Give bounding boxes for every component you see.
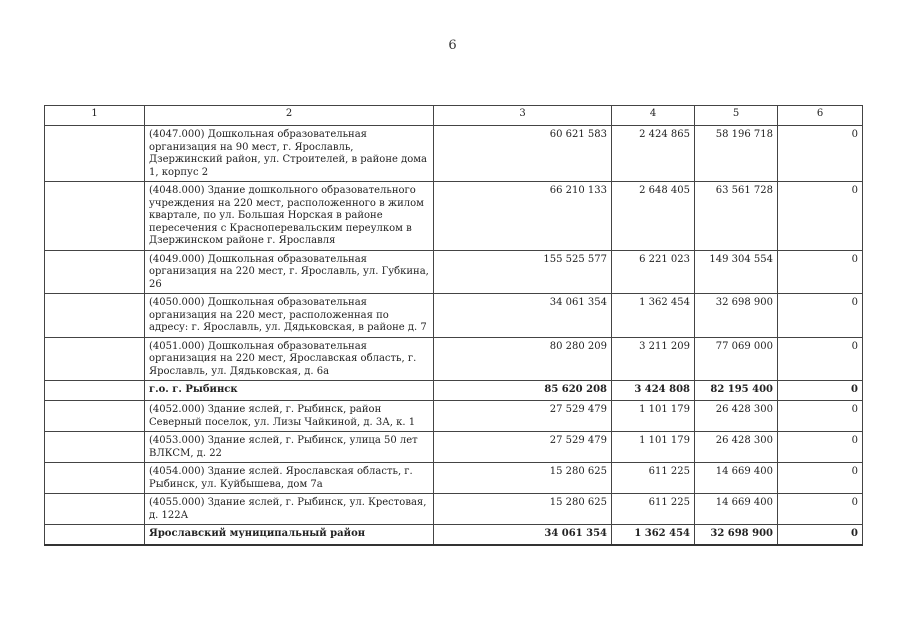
amount-col6: 0	[778, 294, 863, 338]
amount-col6: 0	[778, 463, 863, 494]
total-amount: 80 280 209	[434, 337, 612, 381]
column-header: 4	[612, 106, 695, 126]
amount-col6: 0	[778, 432, 863, 463]
amount-col5: 32 698 900	[695, 525, 778, 546]
table-row	[45, 463, 863, 494]
amount-col4: 3 424 808	[612, 381, 695, 401]
amount-col6: 0	[778, 525, 863, 546]
row-number-cell	[45, 494, 145, 525]
table-row	[45, 401, 863, 432]
amount-col5: 26 428 300	[695, 432, 778, 463]
total-amount: 66 210 133	[434, 182, 612, 251]
column-header: 5	[695, 106, 778, 126]
object-description: (4048.000) Здание дошкольного образовательного учреждения на 220 мест, расположенного в жилом квартале, по ул. Большая Норская в районе пересечения с Красноперевальским переулком в Дзержинском районе г. Ярославля	[145, 182, 434, 251]
amount-col4: 6 221 023	[612, 250, 695, 294]
table-row	[45, 182, 863, 251]
object-description: (4050.000) Дошкольная образовательная организация на 220 мест, расположенная по адресу: г. Ярославль, ул. Дядьковская, в районе д. 7	[145, 294, 434, 338]
municipality-name: Ярославский муниципальный район	[145, 525, 434, 546]
row-number-cell	[45, 401, 145, 432]
total-amount: 15 280 625	[434, 494, 612, 525]
row-number-cell	[45, 294, 145, 338]
amount-col4: 2 648 405	[612, 182, 695, 251]
total-amount: 85 620 208	[434, 381, 612, 401]
total-amount: 27 529 479	[434, 401, 612, 432]
row-number-cell	[45, 126, 145, 182]
row-number-cell	[45, 381, 145, 401]
object-description: (4052.000) Здание яслей, г. Рыбинск, район Северный поселок, ул. Лизы Чайкиной, д. 3А, к. 1	[145, 401, 434, 432]
column-header: 1	[45, 106, 145, 126]
amount-col4: 3 211 209	[612, 337, 695, 381]
object-description: (4053.000) Здание яслей, г. Рыбинск, улица 50 лет ВЛКСМ, д. 22	[145, 432, 434, 463]
amount-col5: 14 669 400	[695, 463, 778, 494]
amount-col5: 26 428 300	[695, 401, 778, 432]
object-description: (4055.000) Здание яслей, г. Рыбинск, ул. Крестовая, д. 122А	[145, 494, 434, 525]
amount-col4: 611 225	[612, 494, 695, 525]
total-amount: 155 525 577	[434, 250, 612, 294]
amount-col6: 0	[778, 494, 863, 525]
subtotal-row	[45, 525, 863, 546]
municipality-name: г.о. г. Рыбинск	[145, 381, 434, 401]
row-number-cell	[45, 525, 145, 546]
amount-col4: 1 362 454	[612, 525, 695, 546]
page-number: 6	[448, 38, 457, 53]
amount-col6: 0	[778, 182, 863, 251]
amount-col6: 0	[778, 381, 863, 401]
table-row	[45, 432, 863, 463]
table-row	[45, 337, 863, 381]
table-header-row	[45, 106, 863, 126]
total-amount: 34 061 354	[434, 525, 612, 546]
subtotal-row	[45, 381, 863, 401]
row-number-cell	[45, 432, 145, 463]
amount-col4: 2 424 865	[612, 126, 695, 182]
amount-col4: 611 225	[612, 463, 695, 494]
amount-col6: 0	[778, 250, 863, 294]
object-description: (4049.000) Дошкольная образовательная организация на 220 мест, г. Ярославль, ул. Губкина, 26	[145, 250, 434, 294]
amount-col5: 58 196 718	[695, 126, 778, 182]
object-description: (4051.000) Дошкольная образовательная организация на 220 мест, Ярославская область, г. Ярославль, ул. Дядьковская, д. 6а	[145, 337, 434, 381]
amount-col5: 77 069 000	[695, 337, 778, 381]
amount-col4: 1 362 454	[612, 294, 695, 338]
row-number-cell	[45, 463, 145, 494]
table-row	[45, 294, 863, 338]
table-row	[45, 126, 863, 182]
object-description: (4054.000) Здание яслей. Ярославская область, г. Рыбинск, ул. Куйбышева, дом 7а	[145, 463, 434, 494]
column-header: 6	[778, 106, 863, 126]
amount-col4: 1 101 179	[612, 401, 695, 432]
amount-col5: 14 669 400	[695, 494, 778, 525]
total-amount: 15 280 625	[434, 463, 612, 494]
amount-col5: 149 304 554	[695, 250, 778, 294]
object-description: (4047.000) Дошкольная образовательная организация на 90 мест, г. Ярославль, Дзержинский район, ул. Строителей, в районе дома 1, корпус 2	[145, 126, 434, 182]
column-header: 3	[434, 106, 612, 126]
amount-col4: 1 101 179	[612, 432, 695, 463]
amount-col5: 63 561 728	[695, 182, 778, 251]
amount-col5: 82 195 400	[695, 381, 778, 401]
table-row	[45, 494, 863, 525]
table-row	[45, 250, 863, 294]
funding-table	[44, 105, 863, 546]
total-amount: 27 529 479	[434, 432, 612, 463]
amount-col6: 0	[778, 401, 863, 432]
row-number-cell	[45, 337, 145, 381]
row-number-cell	[45, 182, 145, 251]
amount-col6: 0	[778, 126, 863, 182]
total-amount: 34 061 354	[434, 294, 612, 338]
row-number-cell	[45, 250, 145, 294]
amount-col6: 0	[778, 337, 863, 381]
amount-col5: 32 698 900	[695, 294, 778, 338]
total-amount: 60 621 583	[434, 126, 612, 182]
column-header: 2	[145, 106, 434, 126]
